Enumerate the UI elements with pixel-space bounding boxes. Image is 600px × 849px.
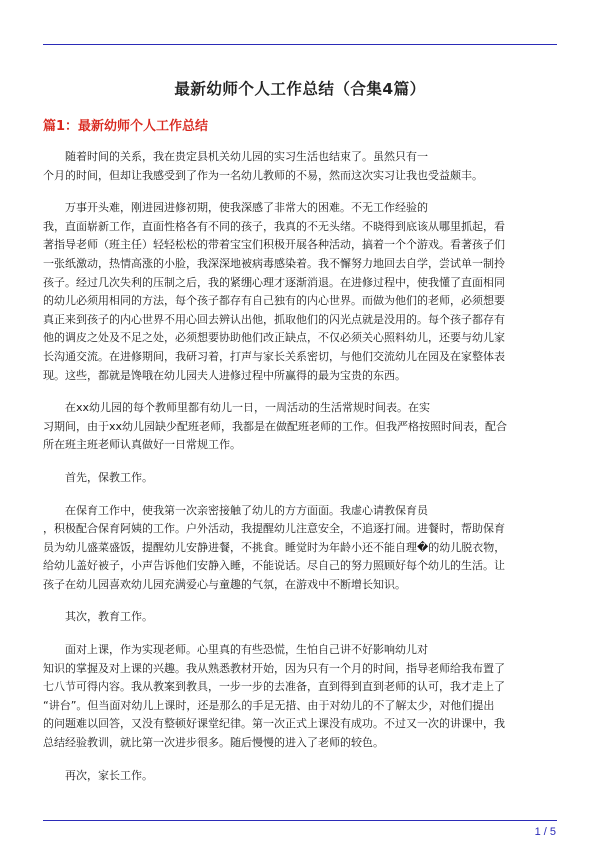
- paragraph-line: 著指导老师（班主任）轻轻松松的带着宝宝们积极开展各种活动，搞着一个个游戏。看著孩子们: [43, 238, 505, 252]
- paragraph-line: 员为幼儿盛菜盛饭，提醒幼儿安静进餐，不挑食。睡觉时为年龄小还不能自理�的幼儿脱衣物，: [43, 540, 506, 554]
- paragraph-line: 孩子。经过几次失利的压制之后，我的紧绷心理才逐渐消退。在进修过程中，使我懂了直面相同: [43, 275, 505, 289]
- paragraph-line: 万事开头难，刚进园进修初期，使我深感了非常大的困难。不无工作经验的: [65, 201, 428, 215]
- paragraph-line: 再次，家长工作。: [65, 768, 153, 782]
- paragraph-line: 的问题难以回答，又没有整顿好课堂纪律。第一次正式上课没有成功。不过又一次的讲课中，我: [43, 717, 505, 731]
- paragraph-line: 所在班主班老师认真做好一日常规工作。: [43, 438, 241, 452]
- paragraph: [43, 641, 563, 753]
- paragraph-line: 面对上课，作为实现老师。心里真的有些恐慌，生怕自己讲不好影响幼儿对: [65, 643, 428, 657]
- document-body: [43, 148, 563, 799]
- section-heading: 篇1：最新幼师个人工作总结: [43, 119, 209, 134]
- paragraph-line: 在xx幼儿园的每个教师里都有幼儿一日，一周活动的生活常规时间表。在实: [65, 401, 431, 415]
- paragraph-line: 现。这些，都就是馋哦在幼儿园夫人进修过程中所赢得的最为宝贵的东西。: [43, 368, 406, 382]
- paragraph-line: 首先，保教工作。: [65, 470, 153, 484]
- paragraph-line: 习期间，由于xx幼儿园缺少配班老师，我都是在做配班老师的工作。但我严格按照时间表，配合: [43, 419, 508, 433]
- paragraph-line: 知识的掌握及对上课的兴趣。我从熟悉教材开始，因为只有一个月的时间，指导老师给我布置了: [43, 661, 505, 675]
- paragraph-line: “讲台”。但当面对幼儿上课时，还是那么的手足无措、由于对幼儿的不了解太少，对他们提出: [43, 698, 495, 712]
- paragraph-line: 其次，教育工作。: [65, 610, 153, 624]
- paragraph-line: 真正来到孩子的内心世界不用心回去辨认出他，抓取他们的闪光点就是没用的。每个孩子都存有: [43, 312, 505, 326]
- paragraph: [43, 469, 563, 488]
- paragraph: [43, 608, 563, 627]
- paragraph: [43, 767, 563, 786]
- paragraph-line: 的幼儿必须用相同的方法，每个孩子都存有自己独有的内心世界。而做为他们的老师，必须想要: [43, 294, 505, 308]
- paragraph-line: 孩子在幼儿园喜欢幼儿园充满爱心与童趣的气氛，在游戏中不断增长知识。: [43, 577, 406, 591]
- paragraph: [43, 399, 563, 455]
- page-number: 1 / 5: [534, 826, 556, 838]
- document-title: 最新幼师个人工作总结（合集4篇）: [174, 80, 426, 98]
- paragraph: [43, 148, 563, 185]
- paragraph-line: 给幼儿盖好被子，小声告诉他们安静入睡，不能说话。尽自己的努力照顾好每个幼儿的生活。让: [43, 559, 505, 573]
- paragraph-line: 他的调皮之处及不足之处，必须想要协助他们改正缺点，不仅必须关心照料幼儿，还要与幼儿家: [43, 331, 505, 345]
- paragraph-line: 随着时间的关系，我在贵定县机关幼儿园的实习生活也结束了。虽然只有一: [65, 150, 428, 163]
- paragraph: [43, 502, 563, 595]
- paragraph-line: 我，直面崭新工作，直面性格各有不同的孩子，我真的不无头绪。不晓得到底该从哪里抓起，看: [43, 219, 505, 233]
- paragraph-line: 一张纸激动，热情高涨的小脸，我深深地被病毒感染着。我不懈努力地回去自学，尝试单一制拎: [43, 256, 505, 270]
- paragraph-line: 长沟通交流。在进修期间，我研习着，打声与家长关系密切，与他们交流幼儿在园及在家整体表: [43, 349, 505, 363]
- paragraph-line: 七八节可得内容。我从教案到教具，一步一步的去准备，直到得到直到老师的认可，我才走上了: [43, 680, 505, 694]
- paragraph: [43, 199, 563, 385]
- footer-rule: [43, 820, 557, 821]
- paragraph-line: 个月的时间，但却让我感受到了作为一名幼儿教师的不易，然而这次实习让我也受益颇丰。: [43, 168, 483, 182]
- paragraph-line: 在保育工作中，使我第一次亲密接触了幼儿的方方面面。我虚心请教保育员: [65, 503, 428, 517]
- header-rule: [43, 44, 557, 45]
- paragraph-line: 总结经验教训，就比第一次进步很多。随后慢慢的进入了老师的较色。: [43, 736, 384, 750]
- paragraph-line: ，积极配合保育阿姨的工作。户外活动，我提醒幼儿注意安全，不追逐打闹。进餐时，帮助保育: [43, 522, 505, 536]
